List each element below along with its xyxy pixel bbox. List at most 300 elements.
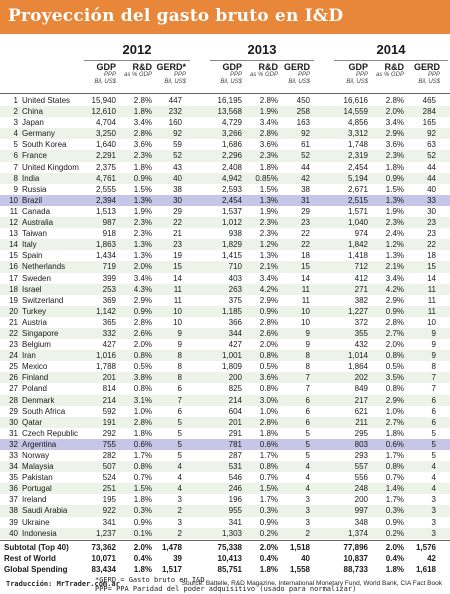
value-cell: 3.1%	[133, 395, 152, 405]
value-cell: 1.5%	[133, 484, 152, 494]
value-cell: 1,016	[95, 351, 116, 361]
value-cell: 6	[177, 406, 182, 416]
value-cell: 1,227	[347, 306, 368, 316]
value-cell: 1.9%	[133, 206, 152, 216]
value-cell: 1,842	[347, 240, 368, 250]
value-cell: 719	[102, 262, 116, 272]
value-cell: 2,408	[221, 162, 242, 172]
value-cell: 3.4%	[385, 118, 404, 128]
value-cell: 2.0%	[133, 262, 152, 272]
table-row	[0, 95, 450, 106]
value-cell: 5	[177, 451, 182, 460]
value-cell: 0.3%	[133, 506, 152, 516]
value-cell: 5	[177, 428, 182, 438]
rank-cell: 2	[13, 107, 18, 117]
value-cell: 202	[354, 373, 368, 383]
value-cell: 1,418	[347, 251, 368, 261]
table-row	[0, 372, 450, 383]
value-cell: 4,761	[95, 173, 116, 183]
rank-cell: 35	[9, 473, 18, 483]
country-cell: Argentina	[22, 439, 57, 449]
value-cell: 2.0%	[133, 543, 152, 552]
value-cell: 604	[228, 406, 242, 416]
value-cell: 5	[431, 439, 436, 449]
table-row	[0, 184, 450, 195]
table-row	[0, 239, 450, 250]
value-cell: 15	[301, 262, 310, 272]
col-gdp-2012: GDP PPP Bil, US$	[94, 62, 116, 85]
col-gdp-2013: GDP PPP Bil, US$	[220, 62, 242, 85]
value-cell: 2.9%	[385, 295, 404, 305]
value-cell: 1.8%	[259, 565, 278, 574]
col-rd-2014: R&D as % GDP	[375, 62, 404, 78]
value-cell: 2.1%	[385, 262, 404, 272]
value-cell: 0.7%	[385, 473, 404, 483]
country-cell: Germany	[22, 129, 55, 139]
table-row	[0, 350, 450, 361]
value-cell: 0.3%	[385, 506, 404, 516]
value-cell: 16,195	[217, 96, 242, 105]
value-cell: 44	[427, 162, 436, 172]
value-cell: 30	[173, 195, 182, 205]
country-cell: Canada	[22, 206, 51, 216]
title-bar	[0, 0, 450, 34]
value-cell: 22	[301, 229, 310, 239]
value-cell: 11	[427, 295, 436, 305]
value-cell: 592	[102, 406, 116, 416]
value-cell: 2.8%	[259, 317, 278, 327]
value-cell: 88,733	[343, 565, 368, 574]
value-cell: 8	[305, 351, 310, 361]
value-cell: 22	[301, 240, 310, 250]
value-cell: 3.4%	[385, 273, 404, 283]
value-cell: 0.7%	[133, 473, 152, 483]
country-cell: Mexico	[22, 362, 48, 372]
value-cell: 61	[301, 140, 310, 150]
country-cell: Portugal	[22, 484, 52, 494]
rank-cell: 5	[13, 140, 18, 150]
value-cell: 1,001	[221, 351, 242, 361]
value-cell: 427	[102, 340, 116, 350]
value-cell: 4	[305, 473, 310, 483]
value-cell: 546	[228, 473, 242, 483]
table-row	[0, 339, 450, 350]
value-cell: 1.7%	[385, 495, 404, 505]
value-cell: 293	[354, 451, 368, 460]
value-cell: 200	[354, 495, 368, 505]
value-cell: 365	[102, 317, 116, 327]
value-cell: 987	[102, 218, 116, 228]
value-cell: 1.0%	[133, 406, 152, 416]
value-cell: 1,809	[221, 362, 242, 372]
value-cell: 23	[427, 229, 436, 239]
value-cell: 2.8%	[133, 317, 152, 327]
value-cell: 4	[177, 473, 182, 483]
value-cell: 10,837	[343, 554, 368, 563]
value-cell: 1,571	[347, 206, 368, 216]
rank-cell: 9	[13, 184, 18, 194]
rank-cell: 19	[9, 295, 18, 305]
value-cell: 22	[427, 240, 436, 250]
value-cell: 10,413	[217, 554, 242, 563]
value-cell: 2.9%	[385, 395, 404, 405]
value-cell: 0.5%	[259, 362, 278, 372]
value-cell: 3	[305, 517, 310, 527]
value-cell: 3.6%	[259, 373, 278, 383]
source-note: Source: Battelle, R&D Magazine, International Monetary Fund, World Bank, CIA Fact Book	[181, 580, 442, 587]
rank-cell: 30	[9, 417, 18, 427]
rank-cell: 24	[9, 351, 18, 361]
country-cell: Malaysia	[22, 462, 54, 472]
value-cell: 1,012	[221, 218, 242, 228]
value-cell: 9	[431, 351, 436, 361]
table-row	[0, 483, 450, 494]
value-cell: 11	[301, 295, 310, 305]
value-cell: 2.9%	[259, 295, 278, 305]
value-cell: 18	[301, 251, 310, 261]
rank-cell: 11	[9, 206, 18, 216]
value-cell: 22	[173, 218, 182, 228]
rank-cell: 6	[13, 151, 18, 161]
value-cell: 29	[173, 206, 182, 216]
table-row	[0, 228, 450, 239]
value-cell: 7	[305, 384, 310, 394]
value-cell: 0.9%	[259, 517, 278, 527]
value-cell: 4.2%	[259, 284, 278, 294]
value-cell: 2,375	[95, 162, 116, 172]
country-cell: Brazil	[22, 195, 43, 205]
value-cell: 1.4%	[385, 484, 404, 494]
value-cell: 40	[173, 173, 182, 183]
value-cell: 803	[354, 439, 368, 449]
value-cell: 2,671	[347, 184, 368, 194]
value-cell: 755	[102, 439, 116, 449]
country-cell: Qatar	[22, 417, 43, 427]
value-cell: 0.6%	[133, 439, 152, 449]
value-cell: 3,312	[347, 129, 368, 139]
value-cell: 2.7%	[385, 417, 404, 427]
value-cell: 52	[301, 151, 310, 161]
country-cell: Poland	[22, 384, 47, 394]
value-cell: 4	[431, 484, 436, 494]
year-2014: 2014	[376, 42, 406, 57]
value-cell: 355	[354, 328, 368, 338]
value-cell: 2.0%	[385, 340, 404, 350]
value-cell: 399	[102, 273, 116, 283]
value-cell: 465	[422, 96, 436, 105]
value-cell: 287	[228, 451, 242, 460]
rank-cell: 31	[9, 428, 18, 438]
value-cell: 557	[354, 462, 368, 472]
table-row	[0, 195, 450, 206]
value-cell: 196	[228, 495, 242, 505]
country-cell: Finland	[22, 373, 49, 383]
value-cell: 13,568	[217, 107, 242, 117]
value-cell: 3	[431, 506, 436, 516]
value-cell: 3.8%	[133, 373, 152, 383]
value-cell: 258	[296, 107, 310, 117]
rank-cell: 22	[9, 328, 18, 338]
summary-row	[0, 542, 450, 553]
country-cell: France	[22, 151, 47, 161]
value-cell: 2.3%	[385, 151, 404, 161]
value-cell: 1,576	[415, 543, 436, 552]
value-cell: 375	[228, 295, 242, 305]
value-cell: 1,303	[221, 528, 242, 538]
value-cell: 10	[301, 317, 310, 327]
value-cell: 2.8%	[133, 129, 152, 139]
value-cell: 348	[354, 517, 368, 527]
value-cell: 0.7%	[259, 473, 278, 483]
country-cell: Singapore	[22, 328, 59, 338]
rank-cell: 17	[9, 273, 18, 283]
value-cell: 1,040	[347, 218, 368, 228]
value-cell: 1.7%	[133, 451, 152, 460]
value-cell: 14	[301, 273, 310, 283]
data-table	[0, 95, 450, 539]
country-cell: United Kingdom	[22, 162, 79, 172]
value-cell: 4.3%	[133, 284, 152, 294]
value-cell: 8	[177, 362, 182, 372]
table-row	[0, 461, 450, 472]
value-cell: 849	[354, 384, 368, 394]
value-cell: 531	[228, 462, 242, 472]
table-row	[0, 317, 450, 328]
value-cell: 29	[301, 206, 310, 216]
value-cell: 163	[296, 118, 310, 128]
value-cell: 1.3%	[385, 251, 404, 261]
country-cell: Japan	[22, 118, 44, 128]
value-cell: 38	[301, 184, 310, 194]
value-cell: 341	[102, 517, 116, 527]
value-cell: 4	[431, 462, 436, 472]
rank-cell: 34	[9, 462, 18, 472]
value-cell: 21	[173, 229, 182, 239]
table-row	[0, 173, 450, 184]
value-cell: 92	[301, 129, 310, 139]
value-cell: 3,266	[221, 129, 242, 139]
value-cell: 9	[305, 328, 310, 338]
value-cell: 344	[228, 328, 242, 338]
country-cell: Australia	[22, 218, 54, 228]
summary-label: Rest of World	[4, 554, 56, 563]
rank-cell: 14	[9, 240, 18, 250]
value-cell: 38	[173, 184, 182, 194]
value-cell: 0.4%	[259, 554, 278, 563]
table-row	[0, 128, 450, 139]
value-cell: 0.2%	[259, 528, 278, 538]
value-cell: 77,896	[343, 543, 368, 552]
value-cell: 432	[354, 340, 368, 350]
value-cell: 43	[173, 162, 182, 172]
col-gdp-2014: GDP PPP Bil, US$	[346, 62, 368, 85]
value-cell: 31	[301, 195, 310, 205]
value-cell: 5,194	[347, 173, 368, 183]
value-cell: 2.3%	[133, 151, 152, 161]
value-cell: 8	[177, 351, 182, 361]
value-cell: 7	[305, 373, 310, 383]
rank-cell: 7	[13, 162, 18, 172]
value-cell: 201	[228, 417, 242, 427]
value-cell: 5	[305, 428, 310, 438]
country-cell: Taiwan	[22, 229, 47, 239]
value-cell: 0.9%	[133, 173, 152, 183]
value-cell: 253	[102, 284, 116, 294]
country-cell: Pakistan	[22, 473, 53, 483]
value-cell: 5	[177, 417, 182, 427]
value-cell: 2.0%	[133, 340, 152, 350]
value-cell: 2.0%	[385, 107, 404, 117]
table-row	[0, 295, 450, 306]
value-cell: 30	[427, 206, 436, 216]
value-cell: 200	[228, 373, 242, 383]
value-cell: 295	[354, 428, 368, 438]
value-cell: 271	[354, 284, 368, 294]
footnote-ppp: PPP= PPA Paridad del poder adquisitivo (usado para normalizar)	[95, 585, 357, 593]
value-cell: 974	[354, 229, 368, 239]
value-cell: 1,142	[95, 306, 116, 316]
value-cell: 1.8%	[259, 428, 278, 438]
value-cell: 214	[102, 395, 116, 405]
country-cell: Turkey	[22, 306, 47, 316]
value-cell: 0.5%	[133, 362, 152, 372]
divider	[0, 540, 450, 541]
value-cell: 2.6%	[259, 328, 278, 338]
value-cell: 369	[102, 295, 116, 305]
value-cell: 4.2%	[385, 284, 404, 294]
value-cell: 2.3%	[385, 218, 404, 228]
divider	[334, 60, 448, 61]
value-cell: 0.9%	[133, 517, 152, 527]
country-cell: Ukraine	[22, 517, 50, 527]
country-cell: Switzerland	[22, 295, 64, 305]
rank-cell: 38	[9, 506, 18, 516]
value-cell: 5	[431, 451, 436, 460]
value-cell: 372	[354, 317, 368, 327]
value-cell: 282	[102, 451, 116, 460]
value-cell: 251	[102, 484, 116, 494]
rank-cell: 4	[13, 129, 18, 139]
value-cell: 92	[173, 129, 182, 139]
value-cell: 232	[168, 107, 182, 117]
value-cell: 3	[305, 506, 310, 516]
value-cell: 3.4%	[133, 273, 152, 283]
table-row	[0, 528, 450, 539]
value-cell: 19	[173, 251, 182, 261]
value-cell: 0.9%	[133, 306, 152, 316]
country-cell: Denmark	[22, 395, 55, 405]
country-cell: Saudi Arabia	[22, 506, 68, 516]
value-cell: 3.6%	[133, 140, 152, 150]
value-cell: 11	[173, 295, 182, 305]
table-row	[0, 217, 450, 228]
value-cell: 7	[177, 395, 182, 405]
value-cell: 263	[228, 284, 242, 294]
value-cell: 0.8%	[385, 384, 404, 394]
value-cell: 2,296	[221, 151, 242, 161]
value-cell: 1.5%	[133, 184, 152, 194]
value-cell: 2.3%	[133, 229, 152, 239]
value-cell: 2.8%	[259, 417, 278, 427]
value-cell: 1.8%	[133, 107, 152, 117]
value-cell: 33	[427, 195, 436, 205]
summary-label: Subtotal (Top 40)	[4, 543, 69, 552]
table-row	[0, 306, 450, 317]
value-cell: 59	[173, 140, 182, 150]
value-cell: 1,415	[221, 251, 242, 261]
value-cell: 447	[168, 96, 182, 105]
value-cell: 922	[102, 506, 116, 516]
value-cell: 16,616	[343, 96, 368, 105]
value-cell: 524	[102, 473, 116, 483]
value-cell: 246	[228, 484, 242, 494]
value-cell: 0.8%	[133, 384, 152, 394]
value-cell: 0.4%	[133, 554, 152, 563]
value-cell: 248	[354, 484, 368, 494]
value-cell: 3.5%	[385, 373, 404, 383]
value-cell: 2,593	[221, 184, 242, 194]
table-row	[0, 261, 450, 272]
value-cell: 0.6%	[259, 439, 278, 449]
value-cell: 4	[305, 484, 310, 494]
value-cell: 8	[177, 373, 182, 383]
value-cell: 1.5%	[259, 484, 278, 494]
value-cell: 1,518	[289, 543, 310, 552]
col-gerd-2014: GERD PPP Bil, US$	[413, 62, 440, 85]
value-cell: 211	[355, 417, 368, 427]
country-cell: Sweden	[22, 273, 51, 283]
summary-label: Global Spending	[4, 565, 68, 574]
value-cell: 1.8%	[385, 162, 404, 172]
value-cell: 8	[431, 362, 436, 372]
country-cell: Iran	[22, 351, 36, 361]
value-cell: 3.6%	[259, 140, 278, 150]
col-gerd-2012: GERD* PPP Bil, US$	[156, 62, 186, 85]
value-cell: 2.8%	[259, 96, 278, 105]
divider	[0, 93, 450, 94]
value-cell: 6	[177, 384, 182, 394]
value-cell: 1.7%	[259, 451, 278, 460]
value-cell: 1,558	[289, 565, 310, 574]
value-cell: 1.9%	[259, 206, 278, 216]
value-cell: 8	[305, 362, 310, 372]
value-cell: 2,454	[221, 195, 242, 205]
value-cell: 1.0%	[259, 406, 278, 416]
value-cell: 9	[177, 328, 182, 338]
value-cell: 1.3%	[385, 195, 404, 205]
value-cell: 1.7%	[385, 451, 404, 460]
value-cell: 3	[177, 517, 182, 527]
value-cell: 1,863	[95, 240, 116, 250]
country-cell: Belgium	[22, 340, 51, 350]
table-row	[0, 117, 450, 128]
value-cell: 0.8%	[385, 351, 404, 361]
value-cell: 2,319	[347, 151, 368, 161]
value-cell: 1.2%	[385, 240, 404, 250]
rank-cell: 18	[9, 284, 18, 294]
value-cell: 2,515	[347, 195, 368, 205]
country-cell: South Korea	[22, 140, 67, 150]
value-cell: 2	[177, 506, 182, 516]
value-cell: 11	[427, 284, 436, 294]
rank-cell: 26	[9, 373, 18, 383]
rank-cell: 13	[9, 229, 18, 239]
country-cell: Israel	[22, 284, 42, 294]
rank-cell: 37	[9, 495, 18, 505]
country-cell: Netherlands	[22, 262, 66, 272]
value-cell: 0.8%	[259, 351, 278, 361]
value-cell: 1.3%	[133, 240, 152, 250]
